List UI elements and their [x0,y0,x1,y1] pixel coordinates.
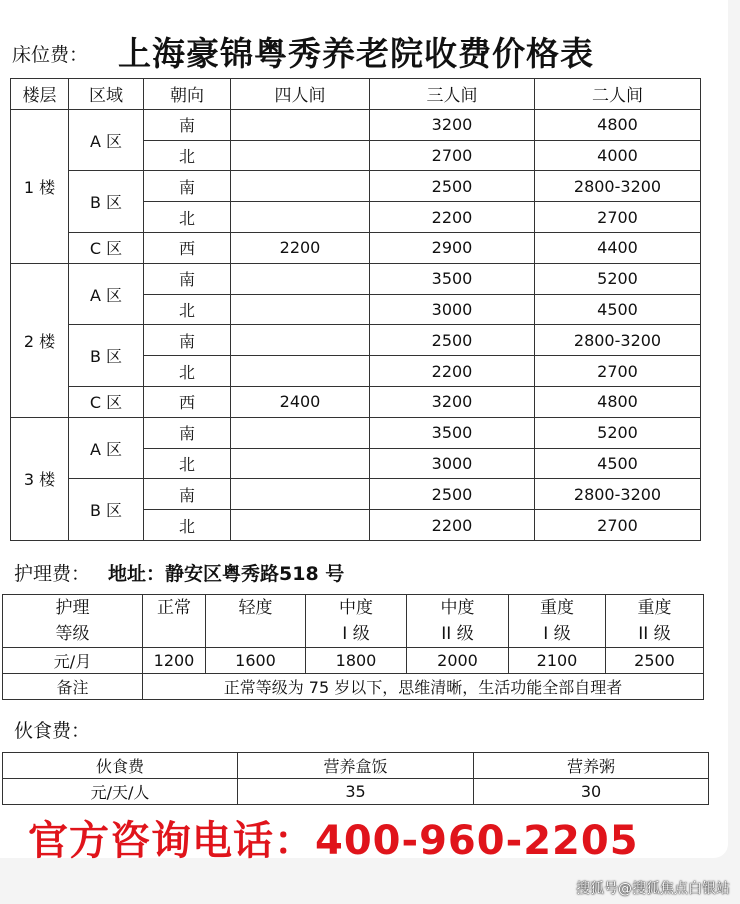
direction-cell: 北 [144,140,231,171]
bed-fee-label: 床位费： [12,44,89,66]
level-mild [206,595,306,648]
page-title: 上海豪锦粤秀养老院收费价格表 [118,34,594,73]
direction-cell: 南 [144,171,231,202]
four-person-price [231,263,370,294]
address-text: 地址：静安区粤秀路518 号 [108,563,345,585]
hotline-text: 官方咨询电话：400-960-2205 [28,818,639,864]
nursing-price: 2100 [509,648,606,674]
three-person-price: 2200 [370,356,535,387]
four-person-price: 2200 [231,232,370,263]
two-person-price: 2700 [535,356,701,387]
four-person-price [231,417,370,448]
food-fee-table [2,752,709,805]
level-moderate-2 [407,595,509,648]
level-normal [143,595,206,648]
table-row [11,325,701,356]
two-person-price: 2800-3200 [535,479,701,510]
table-row [11,479,701,510]
bed-table-header-row [11,79,701,110]
two-person-price: 4000 [535,140,701,171]
two-person-price: 2700 [535,202,701,233]
four-person-price [231,202,370,233]
four-person-price [231,171,370,202]
level-name: 正常 [157,598,191,618]
level-name: 中度 [339,598,373,618]
zone-cell: C 区 [69,232,144,263]
zone-cell: B 区 [69,171,144,233]
three-person-price: 3000 [370,294,535,325]
direction-cell: 北 [144,448,231,479]
four-person-price [231,356,370,387]
three-person-price: 3200 [370,386,535,417]
three-person-price: 2500 [370,171,535,202]
header-line: 等级 [55,624,90,644]
direction-cell: 南 [144,109,231,140]
header-four-person-room: 四人间 [231,79,370,110]
header-two-person-room: 二人间 [535,79,701,110]
two-person-price: 4500 [535,448,701,479]
nursing-level-header [3,595,143,648]
direction-cell: 南 [144,417,231,448]
note-text: 正常等级为 75 岁以下，思维清晰，生活功能全部自理者 [143,674,704,700]
direction-cell: 北 [144,356,231,387]
zone-cell: C 区 [69,386,144,417]
table-row [11,263,701,294]
price-unit-label: 元/月 [3,648,143,674]
zone-cell: B 区 [69,325,144,387]
three-person-price: 2200 [370,202,535,233]
level-grade: II 级 [638,624,671,644]
food-header: 营养粥 [474,753,709,779]
three-person-price: 2900 [370,232,535,263]
level-severe-2 [606,595,704,648]
level-grade: II 级 [441,624,474,644]
four-person-price: 2400 [231,386,370,417]
four-person-price [231,510,370,541]
floor-cell: 3 楼 [11,417,69,540]
level-name: 重度 [637,598,672,618]
four-person-price [231,448,370,479]
nursing-fee-label: 护理费： [14,563,91,585]
two-person-price: 5200 [535,417,701,448]
three-person-price: 3200 [370,109,535,140]
nursing-price: 2000 [407,648,509,674]
two-person-price: 4500 [535,294,701,325]
four-person-price [231,109,370,140]
food-header: 营养盒饭 [238,753,474,779]
nursing-price: 1200 [143,648,206,674]
watermark: 搜狐号@搜狐焦点白银站 [576,881,730,897]
nursing-price: 1800 [306,648,407,674]
level-name: 轻度 [238,598,273,618]
zone-cell: A 区 [69,417,144,479]
four-person-price [231,325,370,356]
nursing-price-row [3,648,704,674]
three-person-price: 2500 [370,325,535,356]
four-person-price [231,294,370,325]
bed-fee-table [10,78,701,541]
header-direction: 朝向 [144,79,231,110]
nursing-fee-table [2,594,704,700]
floor-cell: 2 楼 [11,263,69,417]
zone-cell: B 区 [69,479,144,541]
table-row [11,109,701,140]
table-row [11,417,701,448]
two-person-price: 2700 [535,510,701,541]
direction-cell: 北 [144,510,231,541]
direction-cell: 南 [144,263,231,294]
food-fee-label: 伙食费： [14,720,91,742]
direction-cell: 北 [144,202,231,233]
header-three-person-room: 三人间 [370,79,535,110]
nursing-header-row [3,595,704,648]
floor-cell: 1 楼 [11,109,69,263]
two-person-price: 4800 [535,386,701,417]
nursing-price: 1600 [206,648,306,674]
direction-cell: 西 [144,386,231,417]
four-person-price [231,479,370,510]
direction-cell: 南 [144,325,231,356]
level-name: 中度 [440,598,475,618]
nursing-price: 2500 [606,648,704,674]
zone-cell: A 区 [69,109,144,171]
two-person-price: 4400 [535,232,701,263]
two-person-price: 2800-3200 [535,325,701,356]
zone-cell: A 区 [69,263,144,325]
level-name: 重度 [540,598,574,618]
two-person-price: 4800 [535,109,701,140]
direction-cell: 西 [144,232,231,263]
three-person-price: 3500 [370,417,535,448]
food-header-row [3,753,709,779]
header [12,34,732,74]
level-moderate-1 [306,595,407,648]
direction-cell: 南 [144,479,231,510]
food-price: 30 [474,779,709,805]
note-label: 备注 [3,674,143,700]
header-floor: 楼层 [11,79,69,110]
nursing-note-row [3,674,704,700]
food-price-row [3,779,709,805]
three-person-price: 2200 [370,510,535,541]
level-grade: I 级 [543,624,571,644]
food-header: 伙食费 [3,753,238,779]
two-person-price: 2800-3200 [535,171,701,202]
level-severe-1 [509,595,606,648]
three-person-price: 3500 [370,263,535,294]
two-person-price: 5200 [535,263,701,294]
three-person-price: 2700 [370,140,535,171]
table-row [11,232,701,263]
table-row [11,386,701,417]
three-person-price: 2500 [370,479,535,510]
three-person-price: 3000 [370,448,535,479]
four-person-price [231,140,370,171]
table-row [11,171,701,202]
header-line: 护理 [55,598,90,618]
food-unit-label: 元/天/人 [3,779,238,805]
level-grade: I 级 [342,624,370,644]
header-zone: 区域 [69,79,144,110]
direction-cell: 北 [144,294,231,325]
food-price: 35 [238,779,474,805]
